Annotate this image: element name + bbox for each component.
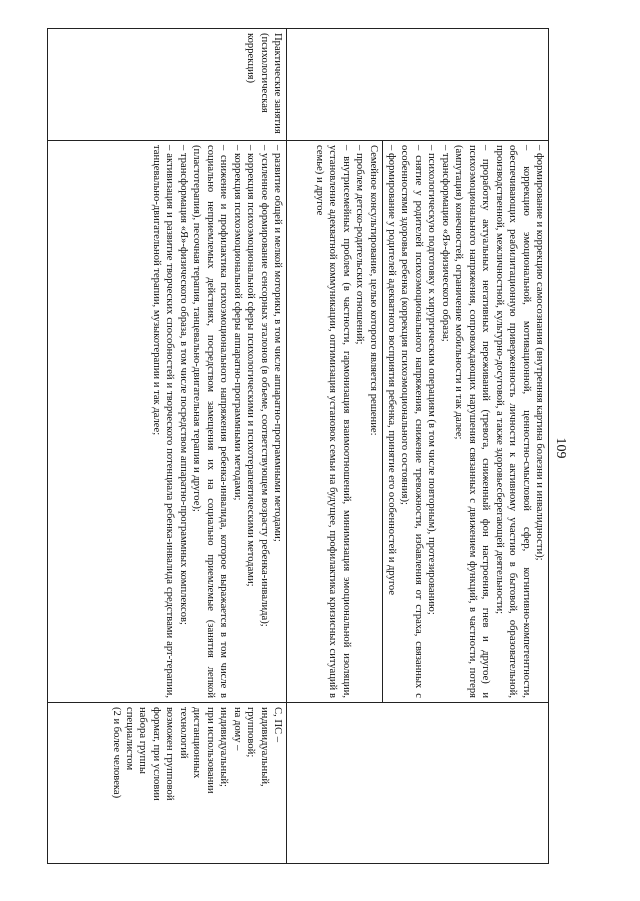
form-line: групповой; xyxy=(245,707,257,758)
form-line: формат, при условии xyxy=(150,707,162,801)
page-number: 109 xyxy=(553,437,568,459)
list-item: – активизация и развитие творческих способностей и творческого потенциала ребенка-инвалида средствами арт-терапии, танцевально-двигательной терапии, музыкотерапии и так далее; xyxy=(150,145,176,698)
form-line: набора группы xyxy=(137,707,149,774)
form-line: (2 и более человека) xyxy=(110,707,122,799)
list-item: – проработку актуальных негативных переживаний (тревога, сниженный фон настроения, гнев и другое) и психоэмоционального напряжения, сопровождающих нарушения связанных с движением функций, в частности, потеря (ампутация) конечностей, ограничение мобильности и так далее; xyxy=(453,145,492,698)
list-item: – коррекцию эмоциональной, мотивационной, ценностно-смысловой сфер, когнитивно-компетентности, обеспечивающих реабилитационную приверженность личности к активному участию в бытовой, образовательной, производственной, межличностной, культурно-досуговой, а также здоровьесберегающей деятельности; xyxy=(493,145,532,698)
list-item: – формирование у родителей адекватного восприятия ребенка, принятие его особенностей и другое xyxy=(386,145,398,596)
list-item: – развитие общей и мелкой моторики, в том числе аппаратно-программными методами; xyxy=(272,145,283,542)
divider xyxy=(382,141,383,702)
form-line: специалистом xyxy=(124,707,136,771)
form-line: дистанционных xyxy=(191,707,203,779)
row1-col1 xyxy=(287,29,549,141)
list-item: – формирование и коррекцию самосознания (внутренняя картина болезни и инвалидности); xyxy=(534,145,545,561)
list-item: – коррекция психоэмоциональной сферы аппаратно-программными методами; xyxy=(231,145,243,501)
table-row xyxy=(287,29,549,864)
list-item: – коррекция психоэмоциональной сферы психологическими и психотерапевтическими методами; xyxy=(245,145,257,587)
list-item: – проблем детско-родительских отношений; xyxy=(354,145,366,345)
form-line: С, ПС – xyxy=(272,707,283,743)
list-item: – усиленное формирование сенсорных эталонов (в объеме, соответствующем возрасту ребенка-инвалида); xyxy=(258,145,270,627)
rehabilitation-table xyxy=(47,28,549,864)
practical-items xyxy=(48,141,287,703)
form-line: возможен групповой xyxy=(164,707,176,801)
list-item: – снижение и профилактика психоэмоционального напряжения ребенка-инвалида, которое выражается в том числе в социально неприемлемых действиях, посредством замещения их на социально приемлемые (занятия лепкой (пластотерапия), песочная терапия, танцевально-двигательная терапия и другое); xyxy=(191,145,230,698)
practical-title: Практические занятия (психологическая коррекция) xyxy=(48,29,287,141)
row1-col3 xyxy=(287,703,549,864)
list-item: – трансформацию «Я»-физического образа; xyxy=(439,145,451,342)
form-line: на дому – xyxy=(231,707,243,751)
form-line: индивидуальный; xyxy=(218,707,230,787)
practical-form xyxy=(48,703,287,864)
list-item: – трансформация «Я»-физического образа, в том числе посредством аппаратно-программных комплексов; xyxy=(177,145,189,625)
form-line: индивидуальный, xyxy=(258,707,270,787)
list-item: – снятие у родителей психоэмоционального напряжения, снижение тревожности, избавления от страха, связанных с особенностями здоровья ребенка (коррекция психоэмоционального состояния); xyxy=(399,145,424,698)
family-list xyxy=(312,145,379,698)
row1-col2 xyxy=(287,141,549,703)
form-line: при использовании xyxy=(204,707,216,794)
form-line: технологий xyxy=(177,707,189,759)
list-item: – внутрисемейных проблем (в частности, гармонизация взаимоотношений, минимизация эмоциональной изоляции, установление адекватной коммуникации, оптимизация установок семьи на будущее, профилактика кризисных ситуаций в семье) и другое xyxy=(313,145,352,698)
psych-list xyxy=(385,145,546,698)
list-item: – психологическую подготовку к хирургическим операциям (в том числе повторным), протезированию; xyxy=(426,145,438,615)
list-item: Семейное консультирование, целью которого является решение: xyxy=(367,145,379,436)
rotated-page-content xyxy=(47,28,549,863)
table-row xyxy=(48,29,287,864)
